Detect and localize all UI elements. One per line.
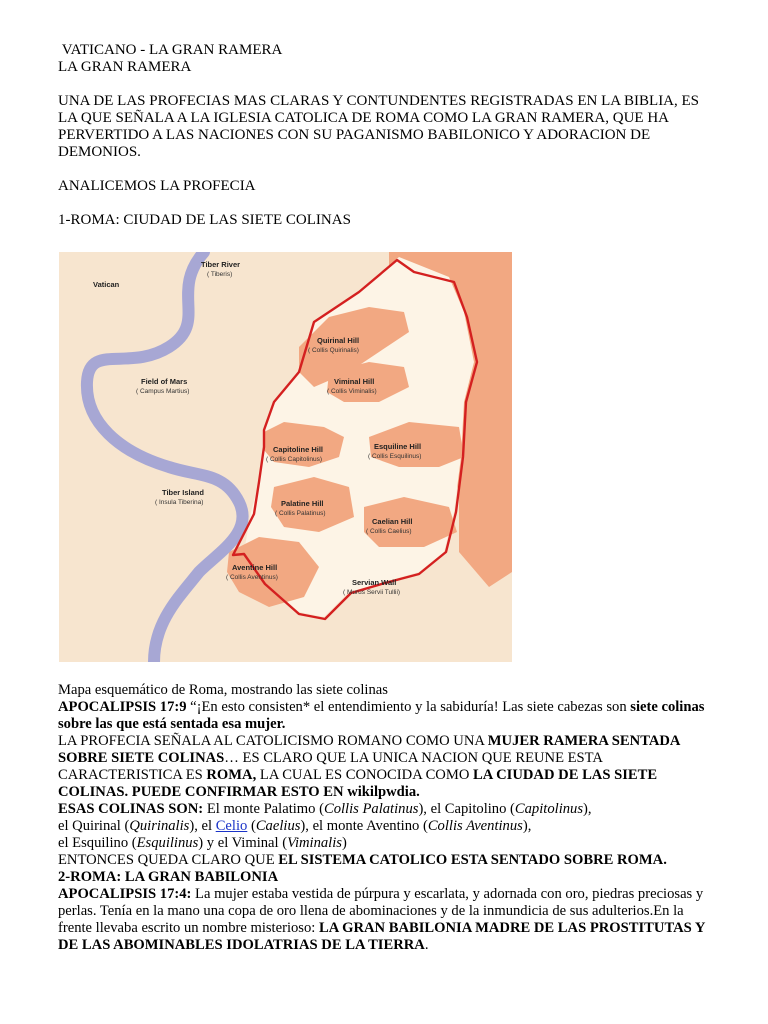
label-field-of-mars: Field of Mars [141, 377, 188, 386]
hills-list-line2: el Quirinal (Quirinalis), el Celio (Caelius), el monte Aventino (Collis Aventinus), [58, 818, 532, 834]
label-field-of-mars-latin: ( Campus Martius) [136, 388, 190, 395]
label-capitoline: Capitoline Hill [273, 445, 324, 454]
document-body [58, 682, 718, 954]
doc-subtitle: LA GRAN RAMERA [58, 59, 192, 75]
section-2-heading: 2-ROMA: LA GRAN BABILONIA [58, 869, 279, 885]
label-caelian-latin: ( Collis Caelius) [366, 528, 412, 535]
label-caelian: Caelian Hill [372, 517, 413, 526]
hills-list-line3: el Esquilino (Esquilinus) y el Viminal (Viminalis) [58, 835, 347, 851]
label-aventine: Aventine Hill [232, 563, 278, 572]
rome-hills-map [59, 252, 512, 662]
label-esquiline: Esquiline Hill [374, 442, 422, 451]
doc-title: VATICANO - LA GRAN RAMERA [58, 42, 283, 58]
label-servian-wall-latin: ( Murus Servii Tullii) [343, 589, 401, 596]
conclusion-paragraph: ENTONCES QUEDA CLARO QUE EL SISTEMA CATOLICO ESTA SENTADO SOBRE ROMA. [58, 852, 667, 868]
document-header [58, 42, 718, 229]
verse-ref: APOCALIPSIS 17:4: [58, 886, 192, 902]
label-esquiline-latin: ( Collis Esquilinus) [368, 453, 422, 460]
verse-ref: APOCALIPSIS 17:9 [58, 699, 187, 715]
intro-paragraph: UNA DE LAS PROFECIAS MAS CLARAS Y CONTUNDENTES REGISTRADAS EN LA BIBLIA, ES LA QUE SEÑALA A LA IGLESIA CATOLICA DE ROMA COMO LA GRAN RAMERA, QUE HA PERVERTIDO A LAS NACIONES CON SU PAGANISMO BABILONICO Y ADORACION DE DEMONIOS. [58, 93, 703, 160]
label-quirinal-latin: ( Collis Quirinalis) [308, 347, 359, 354]
label-tiber-river-latin: ( Tiberis) [207, 271, 233, 278]
label-viminal: Viminal Hill [334, 377, 375, 386]
label-vatican: Vatican [93, 280, 120, 289]
label-tiber-river: Tiber River [201, 260, 241, 269]
map-caption: Mapa esquemático de Roma, mostrando las siete colinas [58, 682, 388, 698]
analicemos-heading: ANALICEMOS LA PROFECIA [58, 178, 256, 194]
label-palatine-latin: ( Collis Palatinus) [275, 510, 326, 517]
apocalipsis-17-9: APOCALIPSIS 17:9 “¡En esto consisten* el entendimiento y la sabiduría! Las siete cabezas son siete colinas sobre las que está sentada esa mujer. [58, 699, 705, 732]
hills-list-line1: ESAS COLINAS SON: El monte Palatimo (Collis Palatinus), el Capitolino (Capitolinus), [58, 801, 592, 817]
label-palatine: Palatine Hill [281, 499, 324, 508]
label-capitoline-latin: ( Collis Capitolinus) [266, 456, 322, 463]
apocalipsis-17-4: APOCALIPSIS 17:4: La mujer estaba vestida de púrpura y escarlata, y adornada con oro, piedras preciosas y perlas. Tenía en la mano una copa de oro llena de abominaciones y de la inmundicia de sus adulterios.En la frente llevaba escrito un nombre misterioso: LA GRAN BABILONIA MADRE DE LAS PROSTITUTAS Y DE LAS ABOMINABLES IDOLATRIAS DE LA TIERRA. [58, 886, 705, 953]
section-1-heading: 1-ROMA: CIUDAD DE LAS SIETE COLINAS [58, 212, 351, 228]
prophecy-paragraph: LA PROFECIA SEÑALA AL CATOLICISMO ROMANO COMO UNA MUJER RAMERA SENTADA SOBRE SIETE COLINAS… ES CLARO QUE LA UNICA NACION QUE REUNE ESTA CARACTERISTICA ES ROMA, LA CUAL ES CONOCIDA COMO LA CIUDAD DE LAS SIETE COLINAS. PUEDE CONFIRMAR ESTO EN wikilpwdia. [58, 733, 680, 800]
label-quirinal: Quirinal Hill [317, 336, 360, 345]
label-servian-wall: Servian Wall [352, 578, 397, 587]
label-viminal-latin: ( Collis Viminalis) [327, 388, 377, 395]
label-tiber-island: Tiber Island [162, 488, 204, 497]
celio-link[interactable]: Celio [215, 818, 248, 834]
label-tiber-island-latin: ( Insula Tiberina) [155, 499, 204, 506]
label-aventine-latin: ( Collis Aventinus) [226, 574, 278, 581]
